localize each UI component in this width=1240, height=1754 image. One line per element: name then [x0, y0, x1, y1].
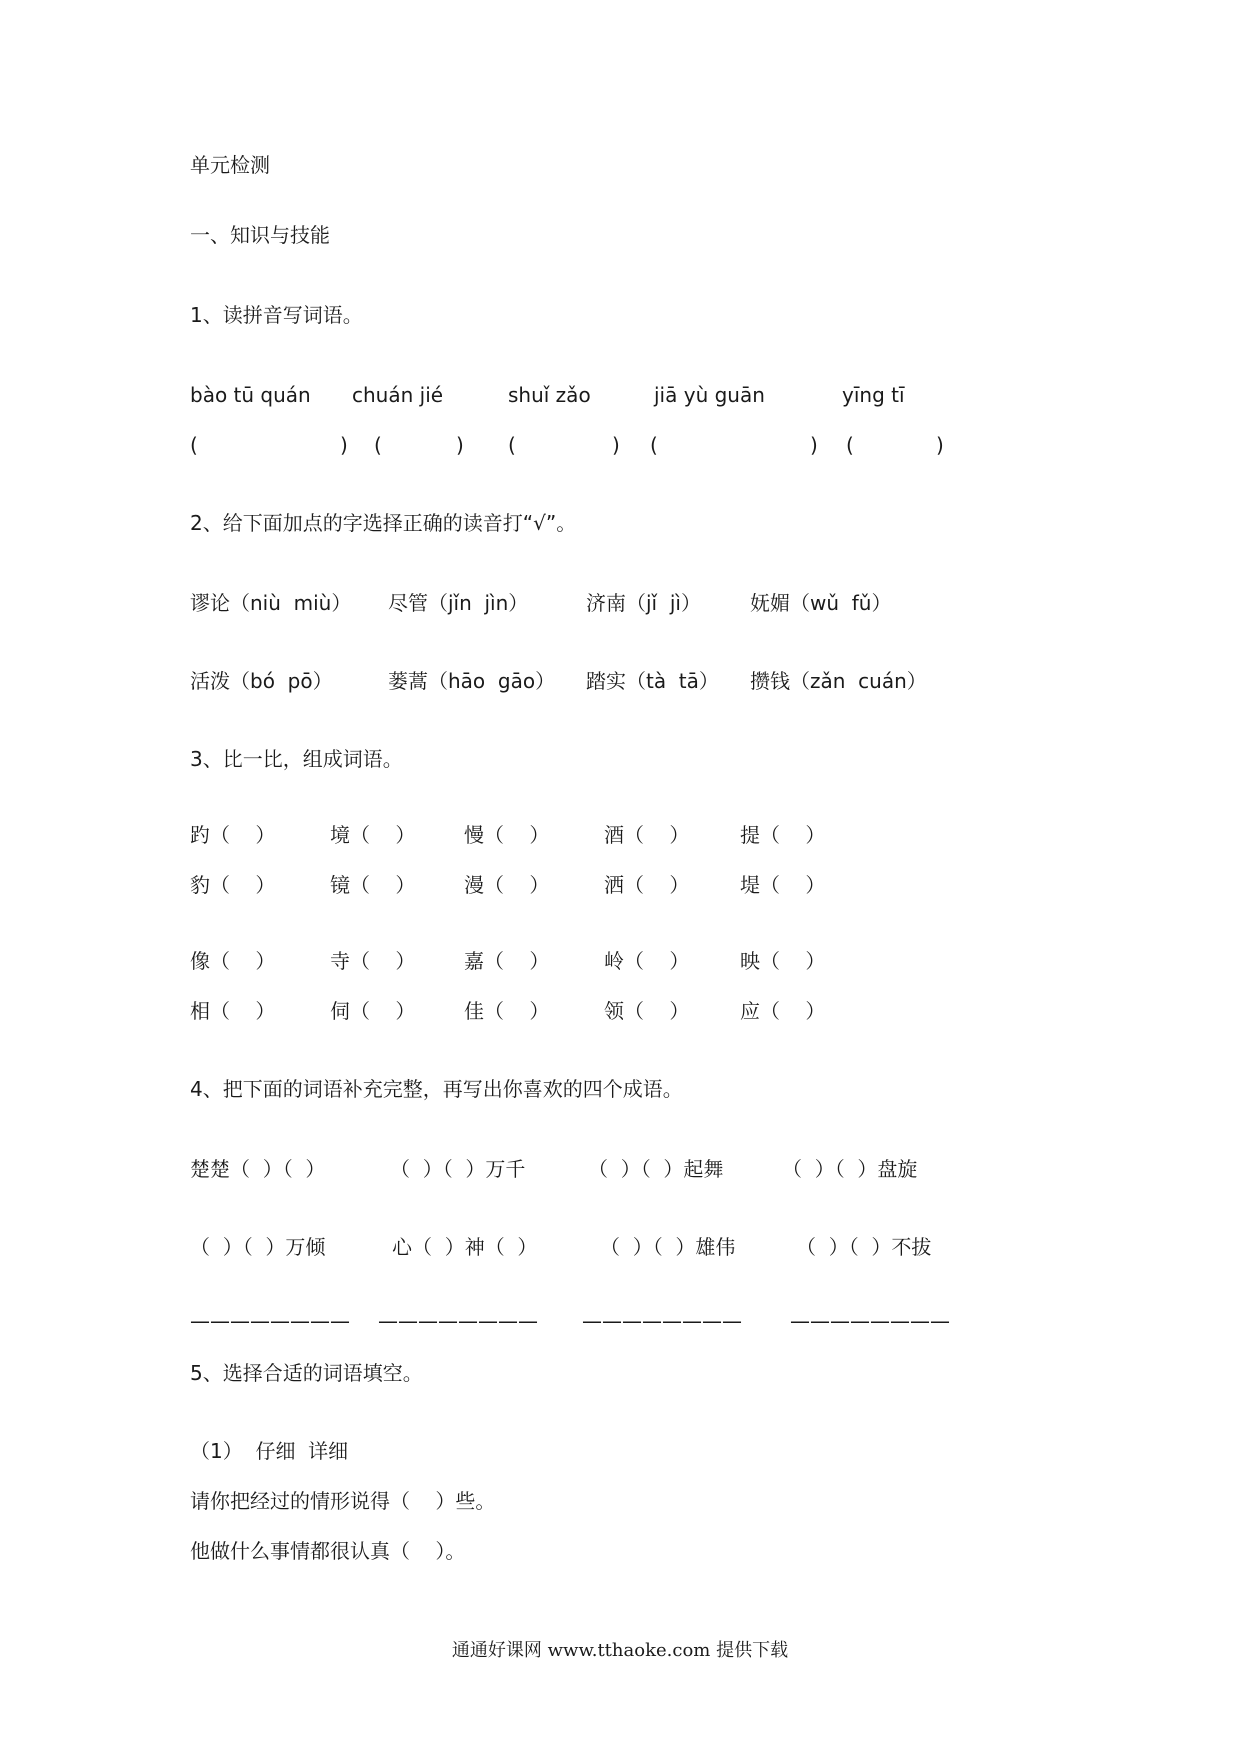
reading-choice: 尽管（jǐn jìn）: [388, 591, 529, 615]
reading-choice: 谬论（niù miù）: [190, 591, 352, 615]
reading-choice: 攒钱（zǎn cuán）: [750, 669, 927, 693]
pinyin-item: chuán jié: [352, 383, 444, 407]
word-blank: 境（ ）: [330, 823, 416, 847]
idiom-blank: （ ）（ ）起舞: [588, 1157, 724, 1181]
idiom-blank: （ ）（ ）万千: [390, 1157, 526, 1181]
answer-line: ————————: [790, 1309, 950, 1333]
word-blank: 镜（ ）: [330, 873, 416, 897]
blank-open: (: [374, 433, 382, 457]
word-blank: 豹（ ）: [190, 873, 276, 897]
q1-pinyin-row: [190, 382, 1090, 408]
q2-row: [190, 668, 1090, 694]
q4-row: [190, 1234, 1090, 1260]
q2-row: [190, 590, 1090, 616]
word-blank: 相（ ）: [190, 999, 276, 1023]
word-blank: 漫（ ）: [464, 873, 550, 897]
blank-open: (: [650, 433, 658, 457]
word-blank: 提（ ）: [740, 823, 826, 847]
answer-line: ————————: [582, 1309, 742, 1333]
q1-blank-row: [190, 432, 1090, 458]
word-blank: 洒（ ）: [604, 873, 690, 897]
pinyin-item: shuǐ zǎo: [508, 383, 591, 407]
blank-close: ): [810, 433, 818, 457]
q4-row: [190, 1156, 1090, 1182]
word-blank: 嘉（ ）: [464, 949, 550, 973]
pinyin-item: jiā yù guān: [654, 383, 765, 407]
pinyin-item: yīng tī: [842, 383, 905, 407]
reading-choice: 蒌蒿（hāo gāo）: [388, 669, 556, 693]
reading-choice: 踏实（tà tā）: [586, 669, 719, 693]
q3-prompt: 3、比一比，组成词语。: [190, 747, 403, 771]
idiom-blank: （ ）（ ）万倾: [190, 1235, 326, 1259]
q5-sentence: 请你把经过的情形说得（ ）些。: [190, 1489, 496, 1513]
word-blank: 应（ ）: [740, 999, 826, 1023]
q3-row: [190, 948, 1090, 974]
word-blank: 伺（ ）: [330, 999, 416, 1023]
word-blank: 酒（ ）: [604, 823, 690, 847]
blank-open: (: [190, 433, 198, 457]
blank-open: (: [508, 433, 516, 457]
word-blank: 像（ ）: [190, 949, 276, 973]
word-blank: 佳（ ）: [464, 999, 550, 1023]
blank-open: (: [846, 433, 854, 457]
q5-prompt: 5、选择合适的词语填空。: [190, 1361, 423, 1385]
q2-prompt: 2、给下面加点的字选择正确的读音打“√”。: [190, 511, 577, 535]
word-blank: 堤（ ）: [740, 873, 826, 897]
word-blank: 岭（ ）: [604, 949, 690, 973]
idiom-blank: （ ）（ ）雄伟: [600, 1235, 736, 1259]
blank-close: ): [936, 433, 944, 457]
word-blank: 领（ ）: [604, 999, 690, 1023]
reading-choice: 活泼（bó pō）: [190, 669, 333, 693]
section-heading: 一、知识与技能: [190, 223, 330, 247]
q3-row: [190, 822, 1090, 848]
blank-close: ): [612, 433, 620, 457]
q5-sentence: 他做什么事情都很认真（ ）。: [190, 1539, 466, 1563]
word-blank: 慢（ ）: [464, 823, 550, 847]
blank-close: ): [340, 433, 348, 457]
q5-subquestion: （1） 仔细 详细: [190, 1439, 349, 1463]
reading-choice: 妩媚（wǔ fǔ）: [750, 591, 892, 615]
q3-row: [190, 872, 1090, 898]
q1-prompt: 1、读拼音写词语。: [190, 303, 363, 327]
idiom-blank: 楚楚（ ）（ ）: [190, 1157, 326, 1181]
blank-close: ): [456, 433, 464, 457]
idiom-blank: （ ）（ ）盘旋: [782, 1157, 918, 1181]
word-blank: 趵（ ）: [190, 823, 276, 847]
idiom-blank: （ ）（ ）不拔: [796, 1235, 932, 1259]
pinyin-item: bào tū quán: [190, 383, 311, 407]
reading-choice: 济南（jǐ jì）: [586, 591, 701, 615]
q4-answer-lines: [190, 1308, 1090, 1334]
q3-row: [190, 998, 1090, 1024]
idiom-blank: 心（ ）神（ ）: [392, 1235, 538, 1259]
page-title: 单元检测: [190, 153, 270, 177]
word-blank: 映（ ）: [740, 949, 826, 973]
page-footer: 通通好课网 www.tthaoke.com 提供下载: [451, 1640, 789, 1661]
q4-prompt: 4、把下面的词语补充完整，再写出你喜欢的四个成语。: [190, 1077, 683, 1101]
answer-line: ————————: [190, 1309, 350, 1333]
answer-line: ————————: [378, 1309, 538, 1333]
word-blank: 寺（ ）: [330, 949, 416, 973]
